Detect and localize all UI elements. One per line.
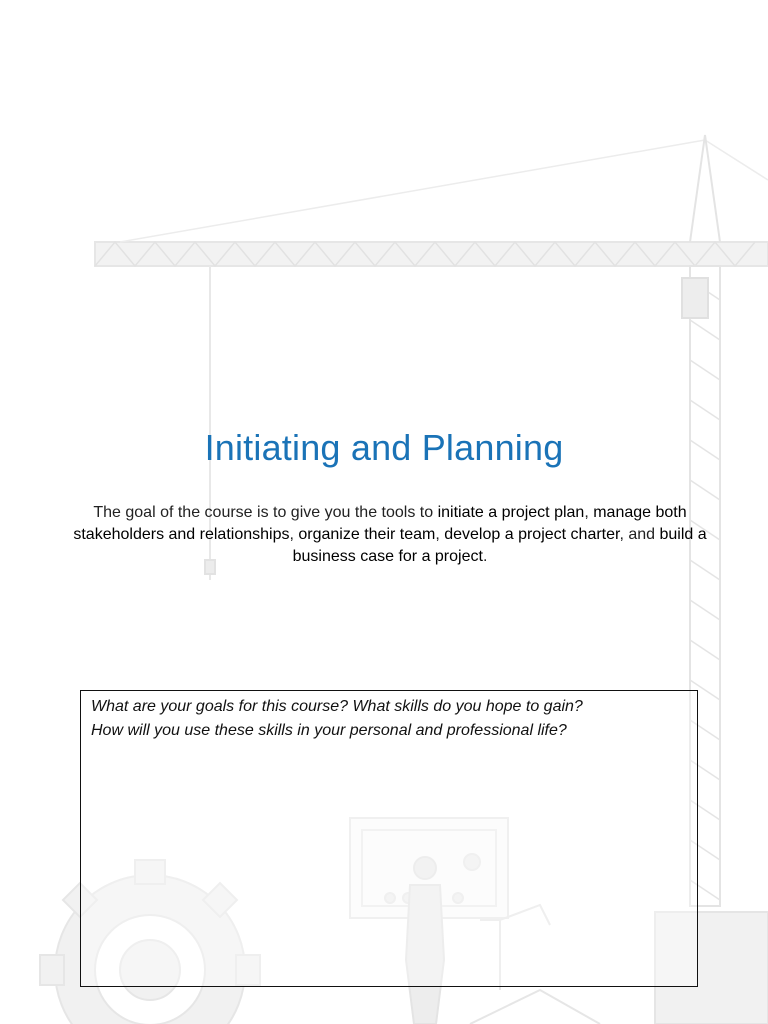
goal-manage-stakeholders: manage both stakeholders and relationships: [73, 504, 687, 543]
reflection-answer-box[interactable]: [80, 690, 698, 987]
intro-separator: ,: [584, 504, 594, 521]
goal-business-case: build a business case for a project: [292, 526, 707, 565]
intro-end: .: [482, 548, 488, 565]
reflection-prompt-goals: What are your goals for this course? What skills do you hope to gain?: [91, 698, 583, 715]
goal-develop-charter: develop a project charter: [444, 526, 620, 543]
intro-separator: ,: [289, 526, 299, 543]
course-goal-paragraph: [60, 502, 720, 568]
intro-separator: ,: [435, 526, 445, 543]
goal-organize-team: organize their team: [298, 526, 436, 543]
reflection-prompt-usage: How will you use these skills in your personal and professional life?: [91, 722, 567, 739]
intro-lead-text: The goal of the course is to give you the tools to: [93, 504, 438, 521]
page-title: Initiating and Planning: [204, 427, 564, 469]
intro-separator: , and: [619, 526, 660, 543]
goal-initiate-plan: initiate a project plan: [437, 504, 585, 521]
